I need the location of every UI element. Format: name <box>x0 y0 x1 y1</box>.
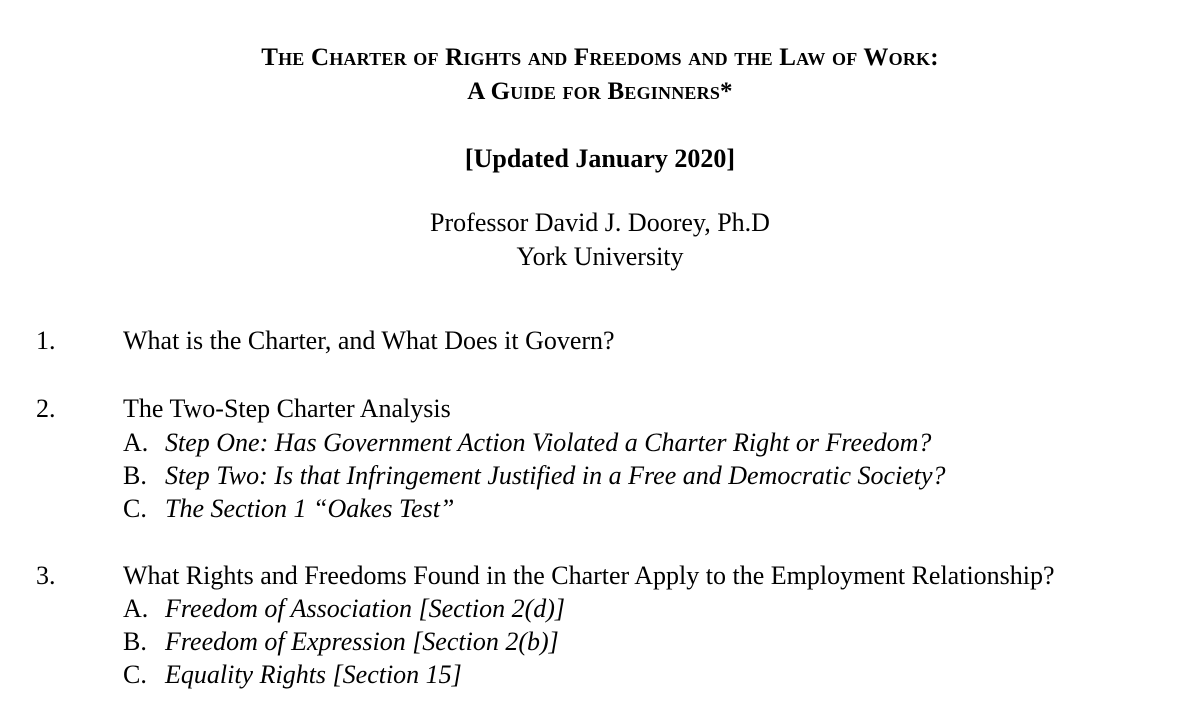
toc-item-title: What Rights and Freedoms Found in the Charter Apply to the Employment Relationship? <box>123 561 1055 590</box>
toc-subitem-text: Freedom of Expression [Section 2(b)] <box>165 627 559 656</box>
toc-subitem-3a <box>123 594 565 624</box>
toc-subitem-3c <box>123 660 462 690</box>
toc-subitem-letter: C. <box>123 494 147 523</box>
author-affiliation: York University <box>516 242 684 271</box>
toc-subitem-letter: B. <box>123 627 147 656</box>
toc-subitem-letter: A. <box>123 594 149 623</box>
toc-subitem-text: Equality Rights [Section 15] <box>165 660 462 689</box>
document-title-line-1: The Charter of Rights and Freedoms and the Law of Work: <box>261 44 939 71</box>
toc-subitem-3b <box>123 627 559 657</box>
toc-item-number: 1. <box>36 326 56 355</box>
toc-item-number: 2. <box>36 394 56 423</box>
toc-subitem-letter: B. <box>123 461 147 490</box>
toc-subitem-letter: C. <box>123 660 147 689</box>
toc-item-number: 3. <box>36 561 56 590</box>
toc-subitem-2c <box>123 494 454 524</box>
toc-item-title: The Two-Step Charter Analysis <box>123 394 451 423</box>
toc-item-title: What is the Charter, and What Does it Govern? <box>123 326 615 355</box>
toc-subitem-text: Step One: Has Government Action Violated a Charter Right or Freedom? <box>165 428 932 457</box>
author-name: Professor David J. Doorey, Ph.D <box>430 208 770 237</box>
toc-subitem-2b <box>123 461 946 491</box>
toc-subitem-2a <box>123 428 931 458</box>
toc-subitem-letter: A. <box>123 428 149 457</box>
toc-subitem-text: Step Two: Is that Infringement Justified in a Free and Democratic Society? <box>165 461 946 490</box>
toc-subitem-text: The Section 1 “Oakes Test” <box>165 494 455 523</box>
toc-subitem-text: Freedom of Association [Section 2(d)] <box>165 594 566 623</box>
updated-date: [Updated January 2020] <box>464 144 736 173</box>
document-title-line-2: A Guide for Beginners* <box>467 78 733 105</box>
